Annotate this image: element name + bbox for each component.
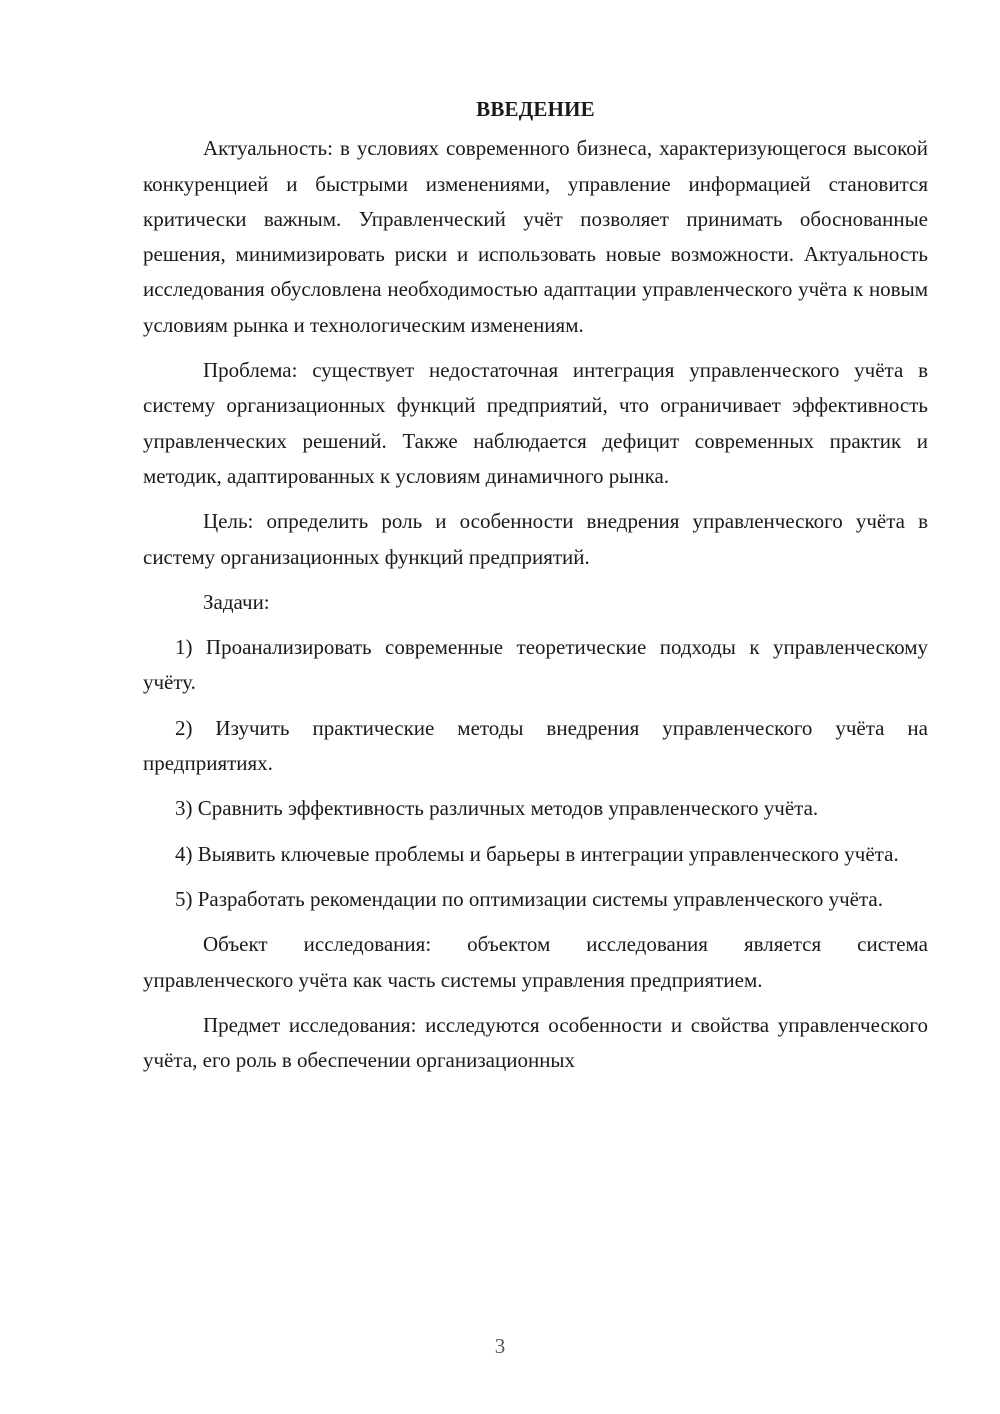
paragraph-object: Объект исследования: объектом исследования является система управленческого учёта как часть системы управления предприятием.	[143, 932, 928, 992]
page-number: 3	[494, 1334, 506, 1358]
tasks-list	[143, 630, 928, 917]
list-item: 2) Изучить практические методы внедрения управленческого учёта на предприятиях.	[143, 715, 928, 776]
list-item: 4) Выявить ключевые проблемы и барьеры в интеграции управленческого учёта.	[175, 841, 899, 866]
list-item: 1) Проанализировать современные теоретические подходы к управленческому учёту.	[143, 635, 928, 695]
list-item: 5) Разработать рекомендации по оптимизации системы управленческого учёта.	[175, 886, 883, 911]
tasks-label: Задачи:	[203, 589, 270, 614]
paragraph-subject: Предмет исследования: исследуются особенности и свойства управленческого учёта, его роль в обеспечении организационных	[143, 1012, 928, 1073]
section-title: ВВЕДЕНИЕ	[476, 97, 595, 121]
document-page	[143, 92, 928, 1088]
paragraph-goal: Цель: определить роль и особенности внедрения управленческого учёта в систему организационных функций предприятий.	[143, 509, 928, 569]
list-item: 3) Сравнить эффективность различных методов управленческого учёта.	[175, 796, 819, 821]
paragraph-problem: Проблема: существует недостаточная интеграция управленческого учёта в систему организационных функций предприятий, что ограничивает эффективность управленческих решений. Также наблюдается дефицит современных практик и методик, адаптированных к условиям динамичного рынка.	[143, 358, 928, 488]
paragraph-relevance: Актуальность: в условиях современного бизнеса, характеризующегося высокой конкуренцией и быстрыми изменениями, управление информацией становится критически важным. Управленческий учёт позволяет принимать обоснованные решения, минимизировать риски и использовать новые возможности. Актуальность исследования обусловлена необходимостью адаптации управленческого учёта к новым условиям рынка и технологическим изменениям.	[143, 136, 928, 337]
